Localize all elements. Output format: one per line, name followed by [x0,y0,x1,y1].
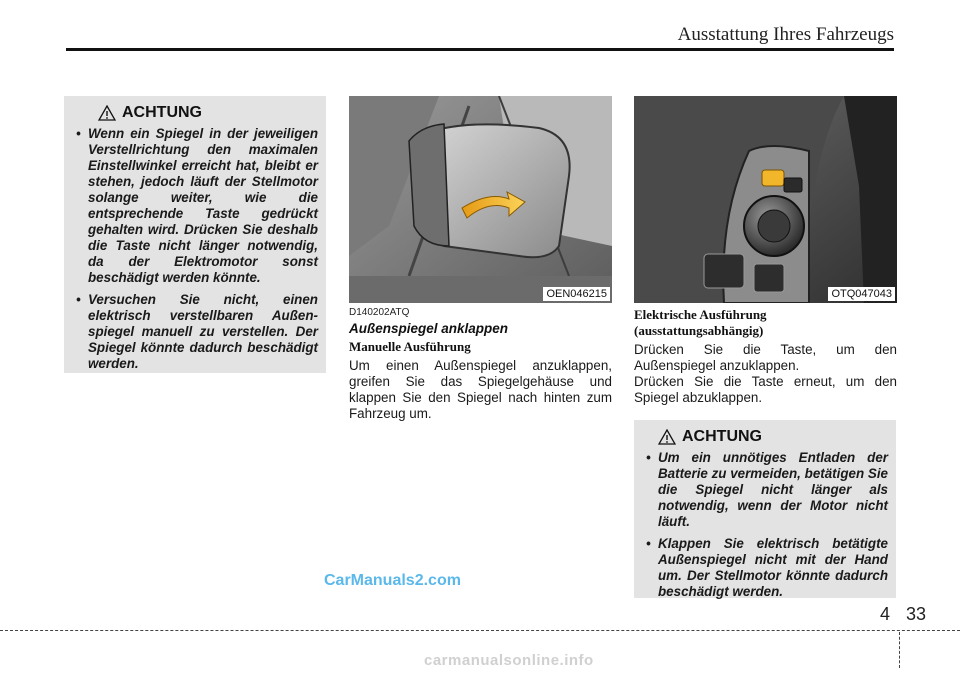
warning-heading [72,104,318,122]
photo-code: OTQ047043 [828,287,895,301]
middle-text-column [349,307,612,422]
warning-triangle-icon [658,429,676,445]
photo-code: OEN046215 [543,287,610,301]
warning-box-right [634,420,896,598]
electric-heading [634,307,897,339]
warning-item: • Wenn ein Spiegel in der jeweiligen Verstellrichtung den maximalen Einstellwinkel erreicht hat, bleibt er stehen, jedoch läuft der Stellmotor solange weiter, wie die entsprechende Taste gedrückt gehalten wird. Drücken Sie deshalb die Taste nicht länger notwendig, da der Elektromotor sonst beschädigt werden könnte. [76,126,318,285]
warning-box-left [64,96,326,373]
electric-text-1: Drücken Sie die Taste, um den Außenspiegel anzuklappen. [634,342,897,373]
warning-heading [642,428,888,446]
header-title: Ausstattung Ihres Fahrzeugs [677,24,894,45]
chapter-number: 4 [880,604,891,624]
mirror-switch-photo [634,96,897,303]
header-rule [66,48,894,51]
manual-heading: Manuelle Ausführung [349,339,471,354]
right-text-column [634,307,897,406]
footer-site-watermark: carmanualsonline.info [424,652,594,669]
warning-triangle-icon [98,105,116,121]
page-number-separator [899,632,900,668]
footer-rule [0,630,960,631]
section-subheading: Außenspiegel anklappen [349,321,509,336]
electric-text-2: Drücken Sie die Taste erneut, um den Spiegel abzuklappen. [634,374,897,405]
manual-text: Um einen Außenspiegel anzuklappen, greifen Sie das Spiegelgehäuse und klappen Sie den Spiegel nach hinten zum Fahrzeug um. [349,358,612,421]
electric-heading-line1: Elektrische Ausführung [634,307,767,322]
warning-item: • Klappen Sie elektrisch betätigte Außenspiegel nicht mit der Hand um. Der Stellmotor könnte dadurch beschädigt werden. [646,536,888,599]
warning-item: • Versuchen Sie nicht, einen elektrisch verstellbaren Außen-spiegel manuell zu verstellen. Der Spiegel könnte dadurch beschädigt werden. [76,292,318,371]
electric-heading-line2: (ausstattungsabhängig) [634,323,764,338]
reference-code: D140202ATQ [349,307,410,318]
warning-item: • Um ein unnötiges Entladen der Batterie zu vermeiden, betätigen Sie die Spiegel nicht länger als notwendig, wenn der Motor nicht läuft. [646,450,888,529]
mirror-fold-photo [349,96,612,303]
warning-heading-text: ACHTUNG [682,428,762,445]
warning-heading-text: ACHTUNG [122,104,202,121]
watermark-link[interactable]: CarManuals2.com [324,572,461,589]
page-number: 33 [906,604,927,624]
